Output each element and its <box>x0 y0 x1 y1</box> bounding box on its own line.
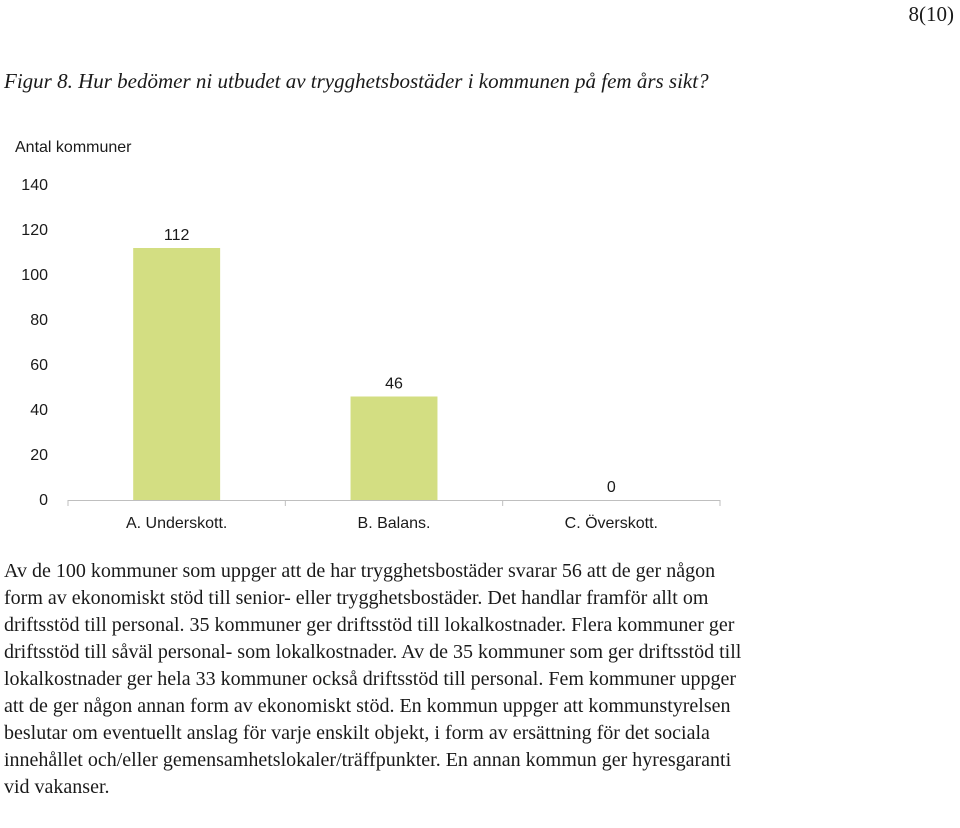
bar-chart <box>0 130 760 535</box>
bars <box>133 248 437 500</box>
body-paragraph-text: Av de 100 kommuner som uppger att de har trygghetsbostäder svarar 56 att de ger någon form av ekonomiskt stöd till senior- eller trygghetsbostäder. Det handlar framför allt om driftsstöd till personal. 35 kommuner ger driftsstöd till lokalkostnader. Flera kommuner ger driftsstöd till såväl personal- som lokalkostnader. Av de 35 kommuner som ger driftsstöd till lokalkostnader ger hela 33 kommuner också driftsstöd till personal. Fem kommuner uppger att de ger någon annan form av ekonomiskt stöd. En kommun uppger att kommunstyrelsen beslutar om eventuellt anslag för varje enskilt objekt, i form av ersättning för det sociala innehållet och/eller gemensamhetslokaler/träffpunkter. En annan kommun ger hyresgaranti vid vakanser. <box>4 560 742 798</box>
y-tick-label: 120 <box>21 222 48 239</box>
y-tick-label: 0 <box>39 492 48 509</box>
y-tick-label: 20 <box>30 447 48 464</box>
y-tick-label: 80 <box>30 312 48 329</box>
body-paragraph <box>4 558 756 801</box>
y-tick-label: 60 <box>30 357 48 374</box>
y-tick-label: 140 <box>21 177 48 194</box>
y-axis-label: Antal kommuner <box>15 139 132 156</box>
bar <box>133 248 220 500</box>
y-axis-ticks <box>21 177 48 509</box>
data-label: 46 <box>385 375 403 393</box>
data-label: 0 <box>606 479 616 496</box>
x-axis-categories <box>126 514 658 532</box>
figure-caption: Figur 8. Hur bedömer ni utbudet av trygghetsbostäder i kommunen på fem års sikt? <box>4 69 709 93</box>
y-tick-label: 40 <box>30 402 48 419</box>
x-category-label: B. Balans. <box>357 515 431 532</box>
y-tick-label: 100 <box>21 267 48 284</box>
x-category-label: A. Underskott. <box>125 515 228 532</box>
data-label: 112 <box>163 227 190 244</box>
page-number: 8(10) <box>908 2 954 26</box>
bar <box>351 397 438 501</box>
x-category-label: C. Överskott. <box>564 515 659 532</box>
